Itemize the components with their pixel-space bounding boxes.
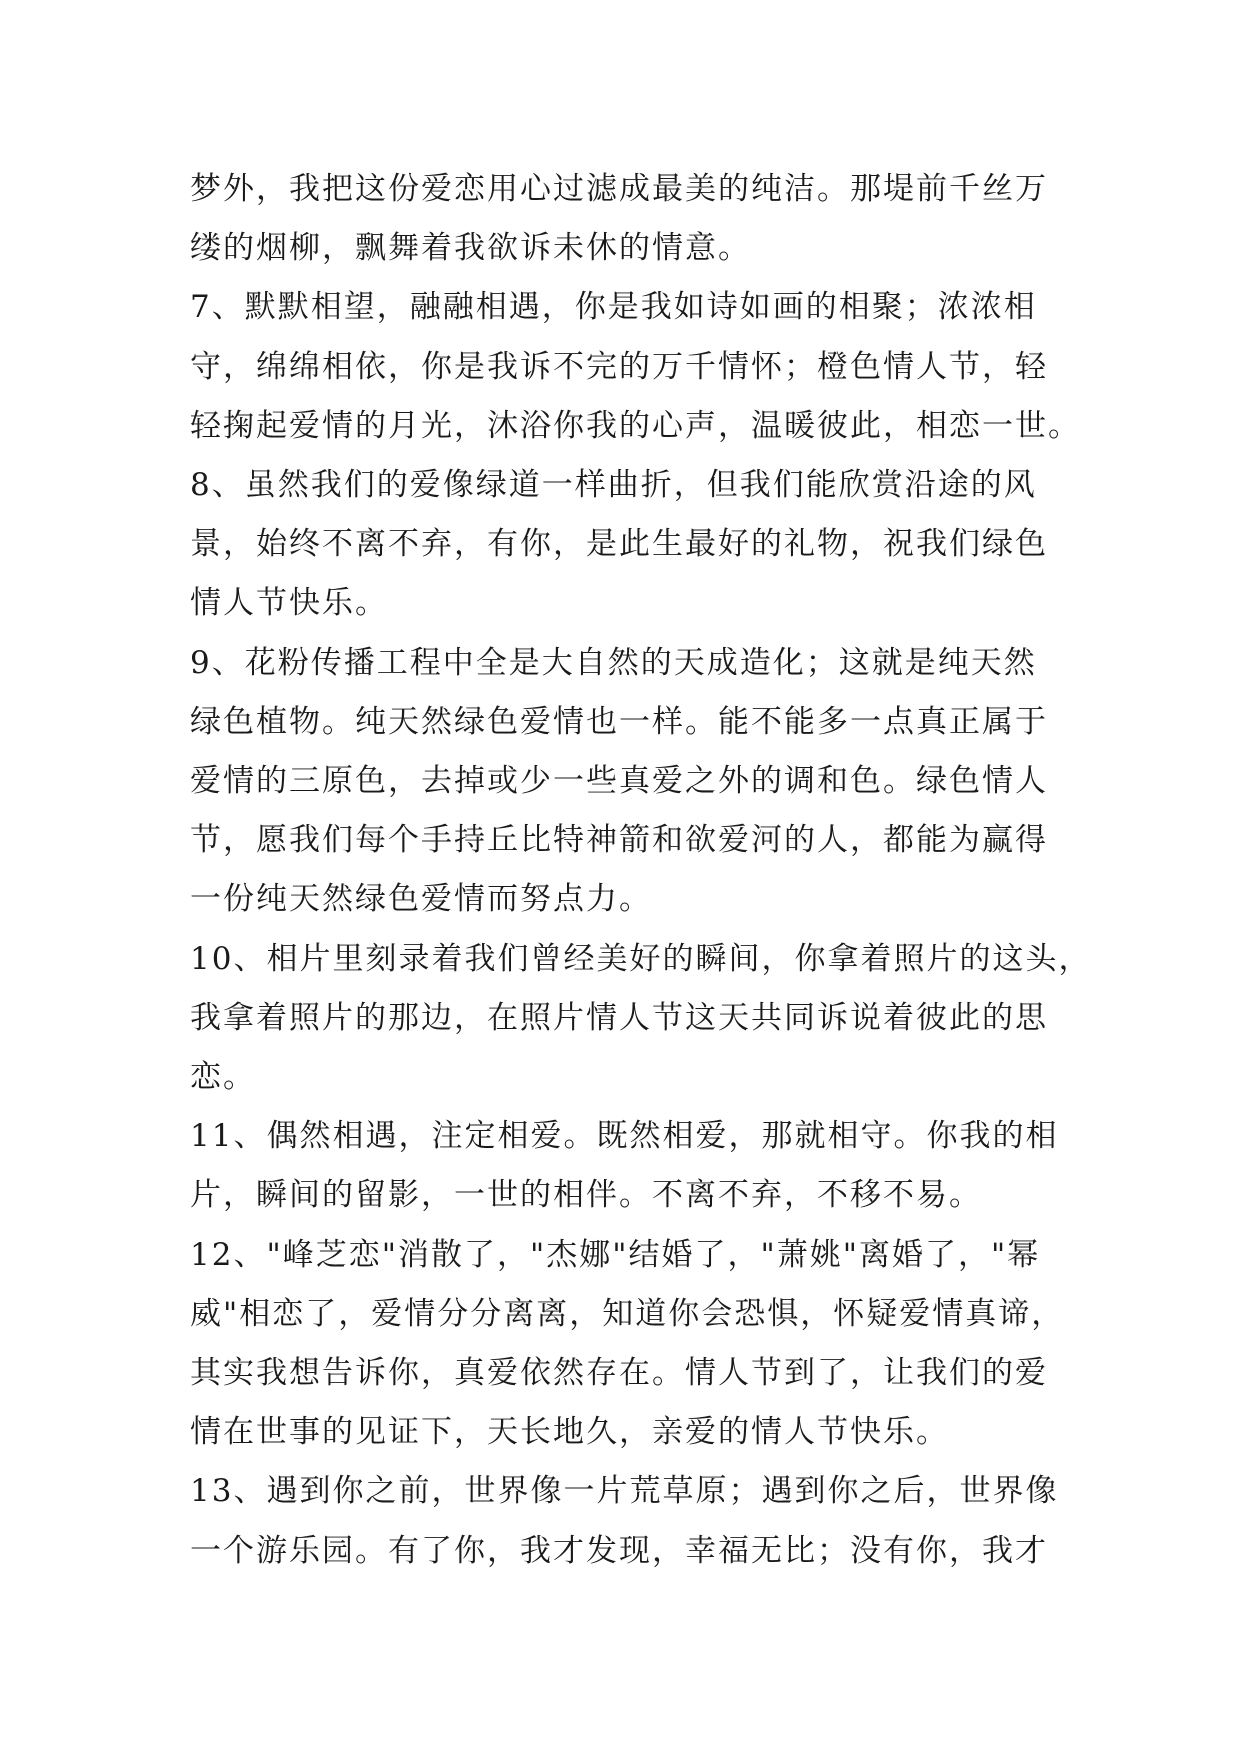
text-line: 情在世事的见证下，天长地久，亲爱的情人节快乐。 (190, 1414, 949, 1451)
text-line: 爱情的三原色，去掉或少一些真爱之外的调和色。绿色情人 (190, 763, 1048, 800)
paragraph-13 (190, 1462, 1060, 1580)
document-body (190, 160, 1092, 1581)
text-line: 情人节快乐。 (190, 585, 388, 622)
paragraph-8 (190, 456, 1060, 634)
text-line: 7、默默相望，融融相遇，你是我如诗如画的相聚；浓浓相 (190, 289, 1037, 326)
text-line: 一份纯天然绿色爱情而努点力。 (190, 881, 652, 918)
text-line: 10、相片里刻录着我们曾经美好的瞬间，你拿着照片的这头， (190, 940, 1092, 977)
text-line: 13、遇到你之前，世界像一片荒草原；遇到你之后，世界像 (190, 1473, 1059, 1510)
text-line: 轻掬起爱情的月光，沐浴你我的心声，温暖彼此，相恋一世。 (190, 407, 1081, 444)
paragraph-11 (190, 1107, 1060, 1225)
text-line: 9、花粉传播工程中全是大自然的天成造化；这就是纯天然 (190, 644, 1037, 681)
text-line: 11、偶然相遇，注定相爱。既然相爱，那就相守。你我的相 (190, 1118, 1059, 1155)
text-line: 其实我想告诉你，真爱依然存在。情人节到了，让我们的爱 (190, 1355, 1048, 1392)
text-line: 绿色植物。纯天然绿色爱情也一样。能不能多一点真正属于 (190, 703, 1048, 740)
text-line: 一个游乐园。有了你，我才发现，幸福无比；没有你，我才 (190, 1532, 1048, 1569)
text-line: 景，始终不离不弃，有你，是此生最好的礼物，祝我们绿色 (190, 526, 1048, 563)
paragraph-continued (190, 160, 1060, 278)
paragraph-7 (190, 278, 1081, 456)
text-line: 梦外，我把这份爱恋用心过滤成最美的纯洁。那堤前千丝万 (190, 171, 1048, 207)
text-line: 8、虽然我们的爱像绿道一样曲折，但我们能欣赏沿途的风 (190, 467, 1037, 504)
text-line: 节，愿我们每个手持丘比特神箭和欲爱河的人，都能为赢得 (190, 822, 1048, 859)
text-line: 片，瞬间的留影，一世的相伴。不离不弃，不移不易。 (190, 1177, 982, 1214)
text-line: 守，绵绵相依，你是我诉不完的万千情怀；橙色情人节，轻 (190, 348, 1048, 385)
text-line: 恋。 (190, 1059, 256, 1096)
text-line: 12、"峰芝恋"消散了，"杰娜"结婚了，"萧姚"离婚了，"幂 (190, 1236, 1041, 1273)
text-line: 威"相恋了，爱情分分离离，知道你会恐惧，怀疑爱情真谛， (190, 1295, 1065, 1332)
paragraph-10 (190, 930, 1092, 1108)
paragraph-9 (190, 634, 1060, 930)
text-line: 我拿着照片的那边，在照片情人节这天共同诉说着彼此的思 (190, 999, 1048, 1036)
paragraph-12 (190, 1226, 1065, 1463)
text-line: 缕的烟柳，飘舞着我欲诉未休的情意。 (190, 230, 751, 267)
